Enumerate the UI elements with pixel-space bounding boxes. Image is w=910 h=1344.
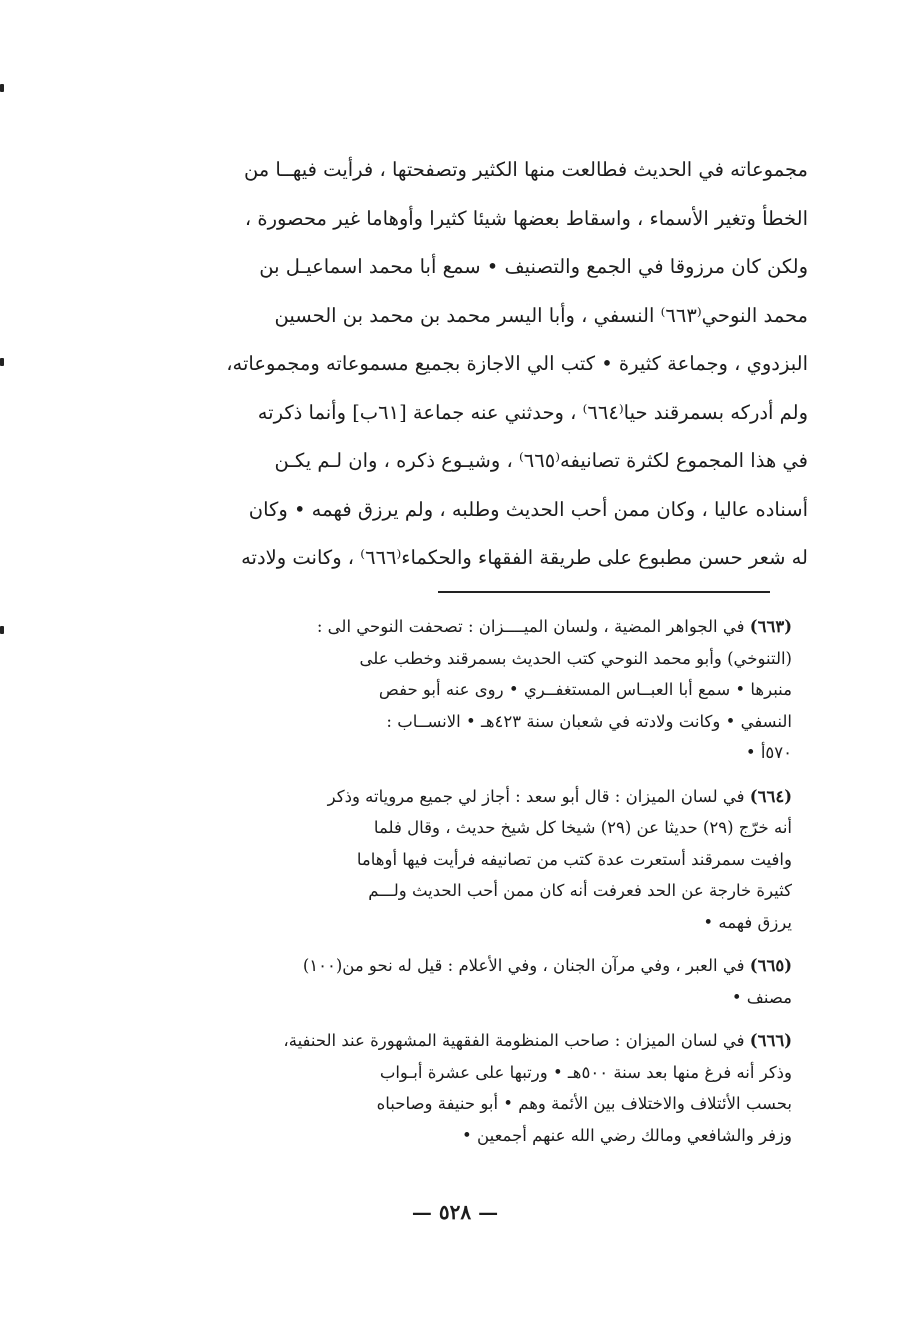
footnote-number: (٦٦٥) bbox=[749, 956, 792, 975]
main-text-line: محمد النوحي⁽٦٦٣⁾ النسفي ، وأبا اليسر محمد بن محمد بن الحسين bbox=[274, 303, 808, 327]
footnote-line bbox=[142, 1025, 792, 1057]
footnote-line: ٥٧٠أ • bbox=[745, 743, 792, 762]
main-text-line: الخطأ وتغير الأسماء ، واسقاط بعضها شيئا كثيرا وأوهاما غير محصورة ، bbox=[244, 206, 808, 230]
footnote-number: (٦٦٦) bbox=[749, 1031, 792, 1050]
footnote-separator-rule bbox=[438, 591, 770, 593]
main-text-line: أسناده عاليا ، وكان ممن أحب الحديث وطلبه ، ولم يرزق فهمه • وكان bbox=[248, 497, 808, 521]
footnote-line: النسفي • وكانت ولادته في شعبان سنة ٤٢٣هـ • الانســاب : bbox=[386, 711, 792, 731]
footnote-666 bbox=[142, 1025, 792, 1151]
footnote-number: (٦٦٣) bbox=[749, 617, 792, 636]
footnote-line: كثيرة خارجة عن الحد فعرفت أنه كان ممن أحب الحديث ولـــم bbox=[368, 881, 792, 900]
footnote-664 bbox=[142, 781, 792, 939]
footnote-line bbox=[142, 950, 792, 982]
footnotes-section bbox=[142, 611, 792, 1163]
main-text-line: له شعر حسن مطبوع على طريقة الفقهاء والحكماء⁽٦٦٦⁾ ، وكانت ولادته bbox=[241, 546, 808, 569]
main-text-line: في هذا المجموع لكثرة تصانيفه⁽٦٦٥⁾ ، وشيـوع ذكره ، وان لـم يكـن bbox=[274, 449, 808, 472]
footnote-665 bbox=[142, 950, 792, 1013]
footnote-line: وافيت سمرقند أستعرت عدة كتب من تصانيفه فرأيت فيها أوهاما bbox=[356, 849, 792, 869]
footnote-number: (٦٦٤) bbox=[749, 786, 792, 806]
main-text-line: البزدوي ، وجماعة كثيرة • كتب الي الاجازة بجميع مسموعاته ومجموعاته، bbox=[226, 352, 808, 375]
footnote-text: في الجواهر المضية ، ولسان الميــــزان : تصحفت النوحي الى : bbox=[316, 617, 745, 636]
footnote-line bbox=[142, 611, 792, 643]
footnote-line: (التنوخي) وأبو محمد النوحي كتب الحديث بسمرقند وخطب على bbox=[359, 648, 792, 668]
footnote-text: في لسان الميزان : صاحب المنظومة الفقهية المشهورة عند الحنفية، bbox=[283, 1031, 745, 1050]
main-text-line: ولكن كان مرزوقا في الجمع والتصنيف • سمع أبا محمد اسماعيـل بن bbox=[259, 255, 808, 278]
footnote-line: أنه خرّج (٢٩) حديثا عن (٢٩) شيخا كل شيخ حديث ، وقال فلما bbox=[373, 818, 792, 837]
margin-mark bbox=[0, 358, 4, 366]
footnote-663 bbox=[142, 611, 792, 769]
footnote-line: مصنف • bbox=[731, 987, 792, 1007]
main-text-body bbox=[118, 146, 808, 583]
margin-mark bbox=[0, 84, 4, 92]
footnote-line bbox=[142, 781, 792, 813]
main-text-line: ولم أدركه بسمرقند حيا⁽٦٦٤⁾ ، وحدثني عنه جماعة [٦١ب] وأنما ذكرته bbox=[257, 400, 808, 424]
footnote-line: منبرها • سمع أبا العبــاس المستغفــري • روى عنه أبو حفص bbox=[378, 680, 792, 699]
footnote-line: وذكر أنه فرغ منها بعد سنة ٥٠٠هـ • ورتبها على عشرة أبـواب bbox=[379, 1062, 792, 1082]
footnote-line: بحسب الأئتلاف والاختلاف بين الأئمة وهم • أبو حنيفة وصاحباه bbox=[376, 1094, 792, 1113]
footnote-line: وزفر والشافعي ومالك رضي الله عنهم أجمعين • bbox=[462, 1125, 792, 1145]
footnote-line: يرزق فهمه • bbox=[703, 912, 792, 932]
page-number: — ٥٢٨ — bbox=[411, 1200, 499, 1224]
footnote-text: في العبر ، وفي مرآن الجنان ، وفي الأعلام : قيل له نحو من(١٠٠) bbox=[302, 956, 745, 975]
margin-mark bbox=[0, 626, 4, 634]
footnote-text: في لسان الميزان : قال أبو سعد : أجاز لي جميع مروياته وذكر bbox=[327, 786, 745, 806]
main-text-line: مجموعاته في الحديث فطالعت منها الكثير وتصفحتها ، فرأيت فيهــا من bbox=[243, 158, 808, 181]
